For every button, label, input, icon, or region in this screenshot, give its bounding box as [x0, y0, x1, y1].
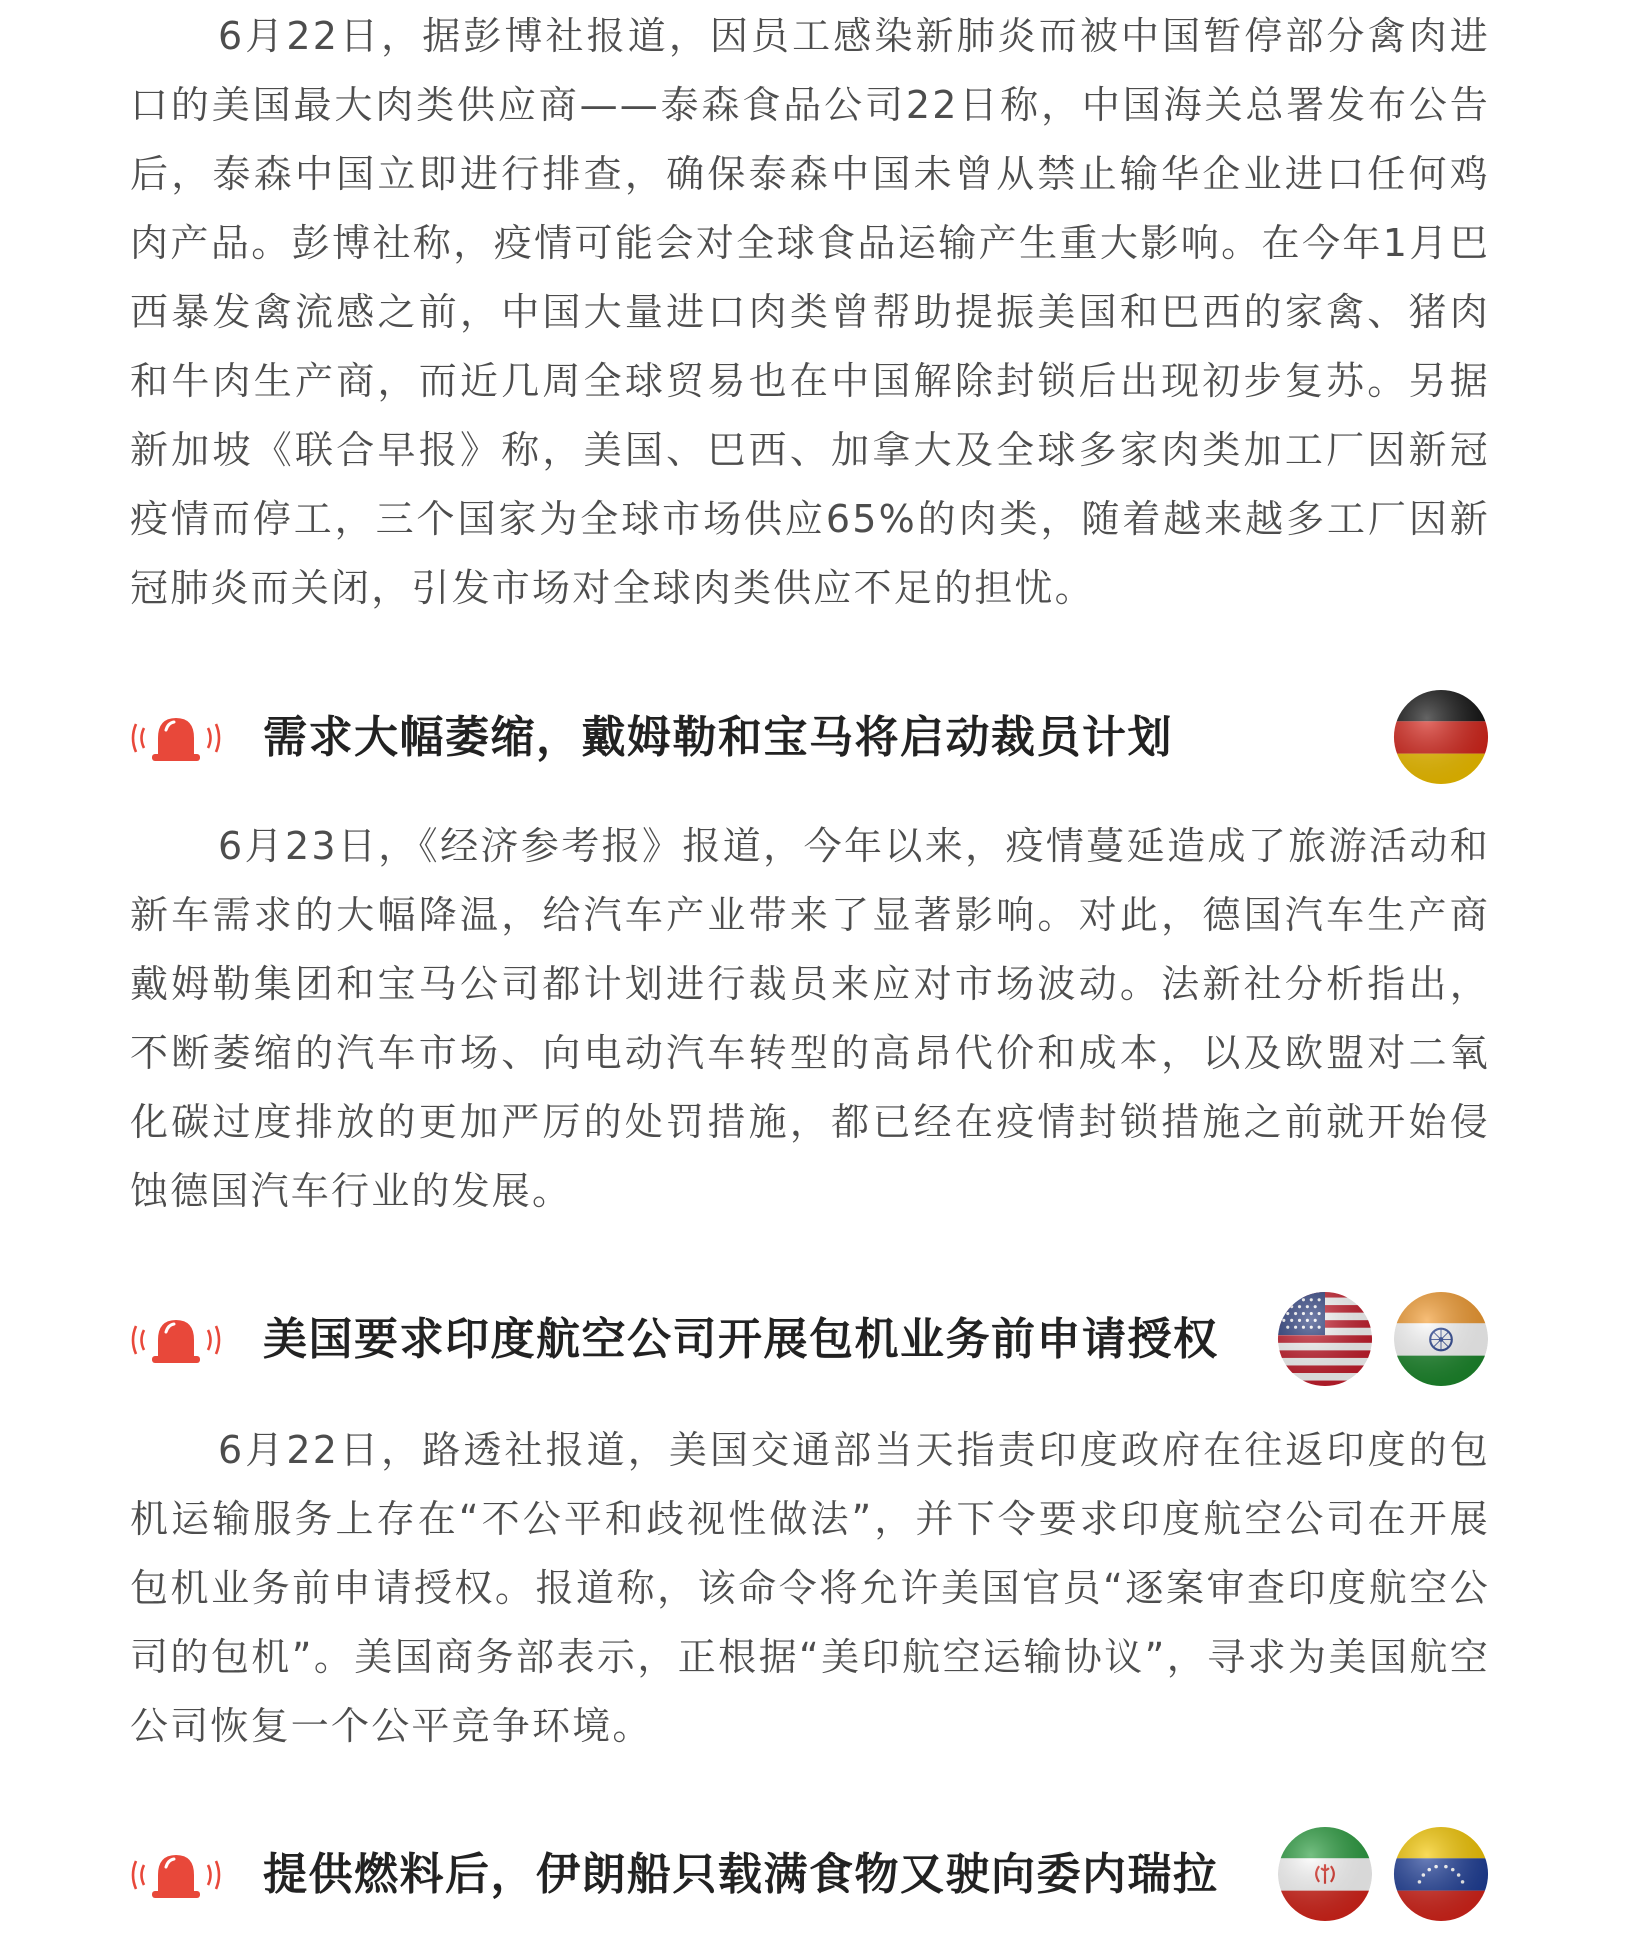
- paragraph-us-india: 6月22日，路透社报道，美国交通部当天指责印度政府在往返印度的包机运输服务上存在“不公平和歧视性做法”，并下令要求印度航空公司在开展包机业务前申请授权。报道称，该命令将允许美国官员“逐案审查印度航空公司的包机”。美国商务部表示，正根据“美印航空运输协议”，寻求为美国航空公司恢复一个公平竞争环境。: [130, 1428, 1490, 1748]
- paragraph-daimler-bmw: 6月23日，《经济参考报》报道，今年以来，疫情蔓延造成了旅游活动和新车需求的大幅降温，给汽车产业带来了显著影响。对此，德国汽车生产商戴姆勒集团和宝马公司都计划进行裁员来应对市场波动。法新社分析指出，不断萎缩的汽车市场、向电动汽车转型的高昂代价和成本，以及欧盟对二氧化碳过度排放的更加严厉的处罚措施，都已经在疫情封锁措施之前就开始侵蚀德国汽车行业的发展。: [130, 824, 1490, 1213]
- section-header-iran-venezuela: [128, 1825, 1490, 1925]
- usa-flag-icon: [1276, 1290, 1374, 1388]
- alarm-bell-icon: [128, 1845, 224, 1905]
- india-flag-icon: [1392, 1290, 1490, 1388]
- section-header-daimler-bmw: [128, 688, 1490, 788]
- headline: 美国要求印度航空公司开展包机业务前申请授权: [263, 1314, 1219, 1365]
- headline: 提供燃料后，伊朗船只载满食物又驶向委内瑞拉: [263, 1849, 1219, 1900]
- headline: 需求大幅萎缩，戴姆勒和宝马将启动裁员计划: [263, 712, 1173, 763]
- venezuela-flag-icon: [1392, 1825, 1490, 1923]
- germany-flag-icon: [1392, 688, 1490, 786]
- paragraph-tyson-foods: 6月22日，据彭博社报道，因员工感染新肺炎而被中国暂停部分禽肉进口的美国最大肉类供应商——泰森食品公司22日称，中国海关总署发布公告后，泰森中国立即进行排查，确保泰森中国未曾从禁止输华企业进口任何鸡肉产品。彭博社称，疫情可能会对全球食品运输产生重大影响。在今年1月巴西暴发禽流感之前，中国大量进口肉类曾帮助提振美国和巴西的家禽、猪肉和牛肉生产商，而近几周全球贸易也在中国解除封锁后出现初步复苏。另据新加坡《联合早报》称，美国、巴西、加拿大及全球多家肉类加工厂因新冠疫情而停工，三个国家为全球市场供应65%的肉类，随着越来越多工厂因新冠肺炎而关闭，引发市场对全球肉类供应不足的担忧。: [130, 14, 1490, 610]
- alarm-bell-icon: [128, 1310, 224, 1370]
- iran-flag-icon: [1276, 1825, 1374, 1923]
- section-header-us-india: [128, 1290, 1490, 1390]
- alarm-bell-icon: [128, 708, 224, 768]
